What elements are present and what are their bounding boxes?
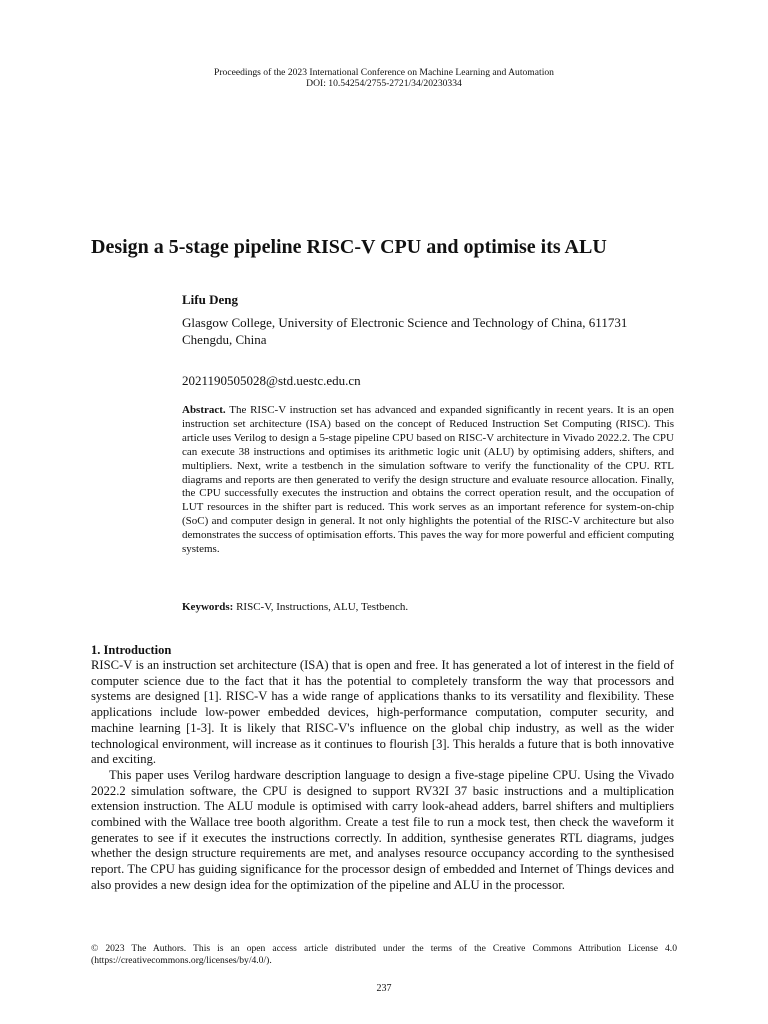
keywords <box>182 600 674 614</box>
affiliation-line-2: Chengdu, China <box>182 331 267 347</box>
proceedings-line: Proceedings of the 2023 International Conference on Machine Learning and Automation <box>214 67 554 78</box>
abstract-label: Abstract. <box>182 404 226 416</box>
abstract-text: The RISC-V instruction set has advanced and expanded significantly in recent years. It is an open instruction set architecture (ISA) based on the concept of Reduced Instruction Set Computing (RISC). This article uses Verilog to design a 5-stage pipeline CPU based on RISC-V architecture in Vivado 2022.2. The CPU can execute 38 instructions and optimises its arithmetic logic unit (ALU) by optimising adders, shifters, and multipliers. Next, write a testbench in the simulation software to verify the functionality of the CPU. RTL diagrams and reports are then generated to verify the design structure and evaluate resource allocation. Finally, the CPU successfully executes the instruction and obtains the correct operation result, and the occupation of LUT resources in the shifter part is reduced. This work serves as an important reference for system-on-chip (SoC) and computer design in general. It not only highlights the potential of the RISC-V architecture but also demonstrates the success of optimisation efforts. This paves the way for more powerful and efficient computing systems. <box>182 404 674 556</box>
introduction-paragraph-2: This paper uses Verilog hardware description language to design a five-stage pipeline CPU. Using the Vivado 2022.2 simulation software, the CPU is designed to support RV32I 37 basic instructions and a multiplication extension instruction. The ALU module is optimised with carry look-ahead adders, barrel shifters and multipliers combined with the Wallace tree booth algorithm. Create a test file to run a mock test, then check the waveform it generates to see if it executes the instructions correctly. In addition, synthesise generates RTL diagrams, judges whether the design structure requirements are met, and analyses resource occupancy according to the synthesised report. The CPU has guiding significance for the processor design of embedded and Internet of Things devices and also provides a new design idea for the optimization of the pipeline and ALU in the processor. <box>91 767 674 892</box>
affiliation-line-1: Glasgow College, University of Electronic Science and Technology of China, 611731 <box>182 315 628 330</box>
abstract <box>182 404 674 557</box>
keywords-text: RISC-V, Instructions, ALU, Testbench. <box>233 601 409 613</box>
page-number: 237 <box>376 983 392 994</box>
author-name: Lifu Deng <box>182 292 238 307</box>
author-email: 2021190505028@std.uestc.edu.cn <box>182 373 361 388</box>
introduction-paragraph-1: RISC-V is an instruction set architecture (ISA) that is open and free. It has generated a lot of interest in the field of computer science due to the fact that it has the potential to completely transform the way that processors and systems are designed [1]. RISC-V has a wide range of applications thanks to its versatility and flexibility. These applications include low-power embedded devices, high-performance computation, computer security, and machine learning [1-3]. It is likely that RISC-V's influence on the global chip industry, as well as the wider technological environment, will increase as it continues to flourish [3]. This heralds a future that is both innovative and exciting. <box>91 658 674 767</box>
author-affiliation <box>182 315 676 348</box>
license-footnote: © 2023 The Authors. This is an open access article distributed under the terms of the Creative Commons Attribution License 4.0 (https://creativecommons.org/licenses/by/4.0/). <box>91 943 677 966</box>
keywords-label: Keywords: <box>182 601 234 613</box>
doi-line: DOI: 10.54254/2755-2721/34/20230334 <box>306 78 462 89</box>
introduction-body <box>91 658 674 894</box>
section-heading-introduction: 1. Introduction <box>91 643 172 657</box>
running-header <box>0 67 768 89</box>
paper-title: Design a 5-stage pipeline RISC-V CPU and optimise its ALU <box>91 236 607 258</box>
